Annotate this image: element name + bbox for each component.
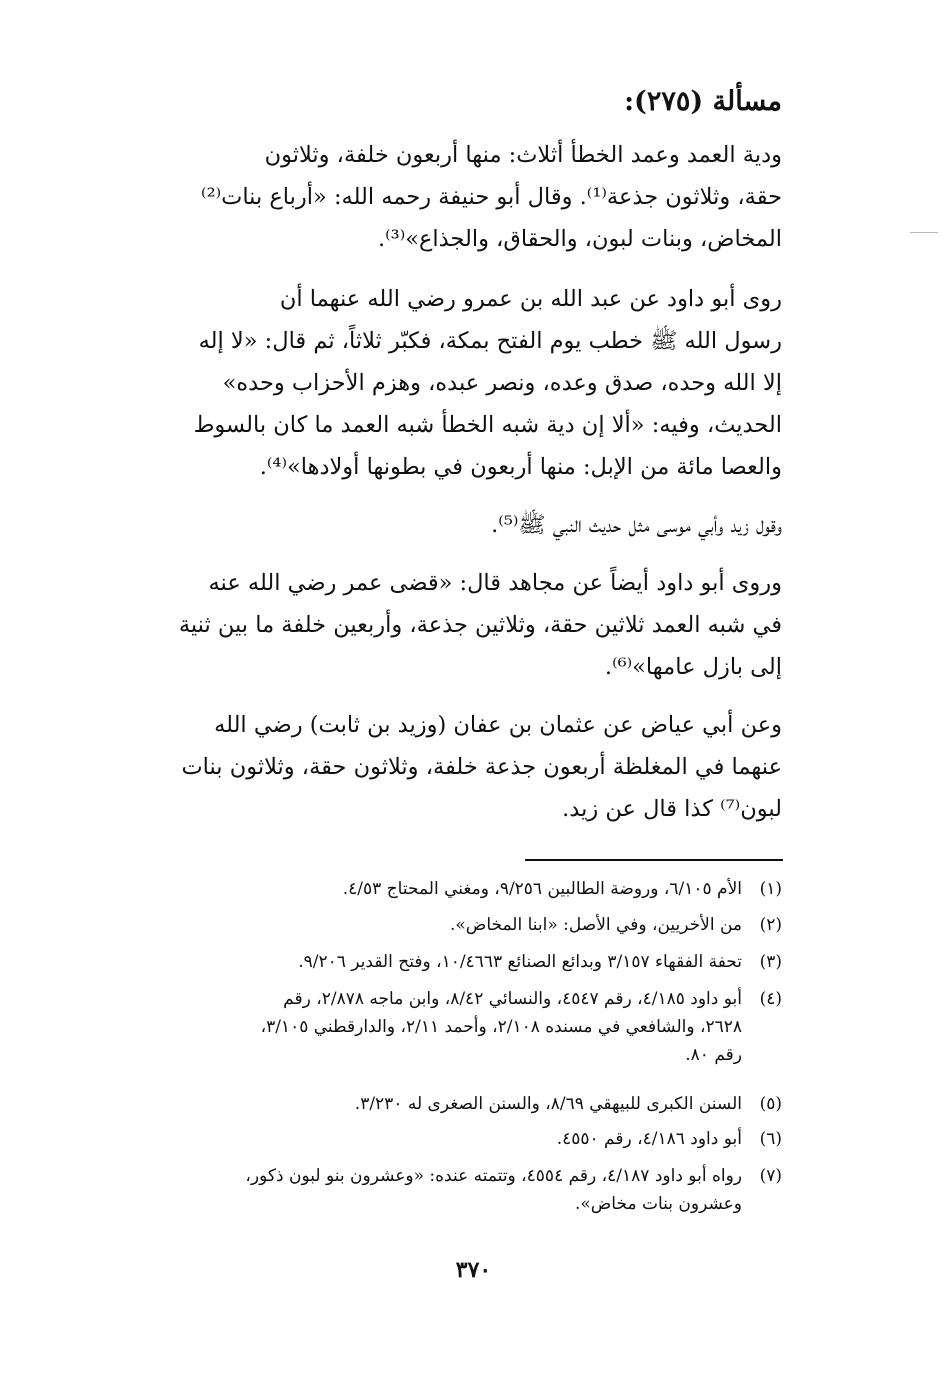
paragraph-3 (82, 504, 782, 546)
footnote-number: (١) (759, 879, 782, 899)
text-line: لبون⁽⁷⁾ كذا قال عن زيد. (562, 796, 782, 822)
footnote-text: رقم ٨٠. (685, 1045, 742, 1065)
margin-mark (910, 232, 938, 233)
footnote-7 (82, 1162, 782, 1218)
footnote-text: تحفة الفقهاء ٣/١٥٧ وبدائع الصنائع ١٠/٤٦٦٣، وفتح القدير ٩/٢٠٦. (298, 952, 742, 972)
text-line: إلا الله وحده، صدق وعده، ونصر عبده، وهزم الأحزاب وحده» (222, 370, 782, 396)
paragraph-4 (82, 562, 782, 688)
footnote-4 (82, 985, 782, 1069)
footnote-number: (٢) (759, 915, 782, 935)
text-line: المخاض، وبنات لبون، والحقاق، والجذاع»⁽³⁾. (377, 226, 782, 252)
text-line: إلى بازل عامها»⁽⁶⁾. (604, 654, 782, 680)
footnote-text: وعشرون بنات مخاض». (574, 1194, 742, 1214)
paragraph-1 (82, 134, 782, 260)
footnote-number: (٥) (759, 1094, 782, 1114)
text-line: الحديث، وفيه: «ألا إن دية شبه الخطأ شبه العمد ما كان بالسوط (193, 412, 782, 438)
footnote-5 (82, 1090, 782, 1118)
text-line: وعن أبي عياض عن عثمان بن عفان (وزيد بن ثابت) رضي الله (214, 712, 782, 738)
paragraph-2 (82, 278, 782, 488)
footnote-separator (525, 859, 783, 861)
page-number: ٣٧٠ (455, 1257, 492, 1283)
footnote-text: أبو داود ٤/١٨٦، رقم ٤٥٥٠. (556, 1129, 742, 1149)
footnote-text: ٢٦٢٨، والشافعي في مسنده ٢/١٠٨، وأحمد ٢/١١، والدارقطني ٣/١٠٥، (260, 1017, 742, 1037)
footnote-number: (٦) (759, 1129, 782, 1149)
footnote-text: السنن الكبرى للبيهقي ٨/٦٩، والسنن الصغرى له ٣/٢٣٠. (354, 1094, 742, 1114)
footnote-1 (82, 875, 782, 903)
text-line: والعصا مائة من الإبل: منها أربعون في بطونها أولادها»⁽⁴⁾. (259, 454, 782, 480)
text-line: في شبه العمد ثلاثين حقة، وثلاثين جذعة، وأربعين خلفة ما بين ثنية (178, 612, 782, 638)
footnote-2 (82, 911, 782, 939)
text-line: عنهما في المغلظة أربعون جذعة خلفة، وثلاثون حقة، وثلاثون بنات (181, 754, 782, 780)
footnote-number: (٣) (759, 952, 782, 972)
footnote-number: (٧) (759, 1166, 782, 1186)
text-line: روى أبو داود عن عبد الله بن عمرو رضي الله عنهما أن (279, 286, 782, 312)
footnote-3 (82, 948, 782, 976)
footnote-text: أبو داود ٤/١٨٥، رقم ٤٥٤٧، والنسائي ٨/٤٢، وابن ماجه ٢/٨٧٨، رقم (283, 989, 742, 1009)
text-line: حقة، وثلاثون جذعة⁽¹⁾. وقال أبو حنيفة رحمه الله: «أرباع بنات⁽²⁾ (201, 184, 782, 210)
footnote-6 (82, 1125, 782, 1153)
footnote-number: (٤) (759, 989, 782, 1009)
text-line: وقول زيد وأبي موسى مثل حديث النبي ﷺ⁽⁵⁾. (491, 512, 782, 538)
footnote-text: الأم ٦/١٠٥، وروضة الطالبين ٩/٢٥٦، ومغني المحتاج ٤/٥٣. (342, 879, 742, 899)
footnote-text: رواه أبو داود ٤/١٨٧، رقم ٤٥٥٤، وتتمته عنده: «وعشرون بنو لبون ذكور، (245, 1166, 742, 1186)
text-line: ودية العمد وعمد الخطأ أثلاث: منها أربعون خلفة، وثلاثون (264, 142, 782, 168)
issue-heading: مسألة (٢٧٥): (624, 86, 782, 117)
paragraph-5 (82, 704, 782, 830)
footnote-text: من الأخريين، وفي الأصل: «ابنا المخاض». (449, 915, 742, 935)
text-line: رسول الله ﷺ خطب يوم الفتح بمكة، فكبّر ثلاثاً، ثم قال: «لا إله (198, 328, 782, 354)
text-line: وروى أبو داود أيضاً عن مجاهد قال: «قضى عمر رضي الله عنه (208, 570, 782, 596)
